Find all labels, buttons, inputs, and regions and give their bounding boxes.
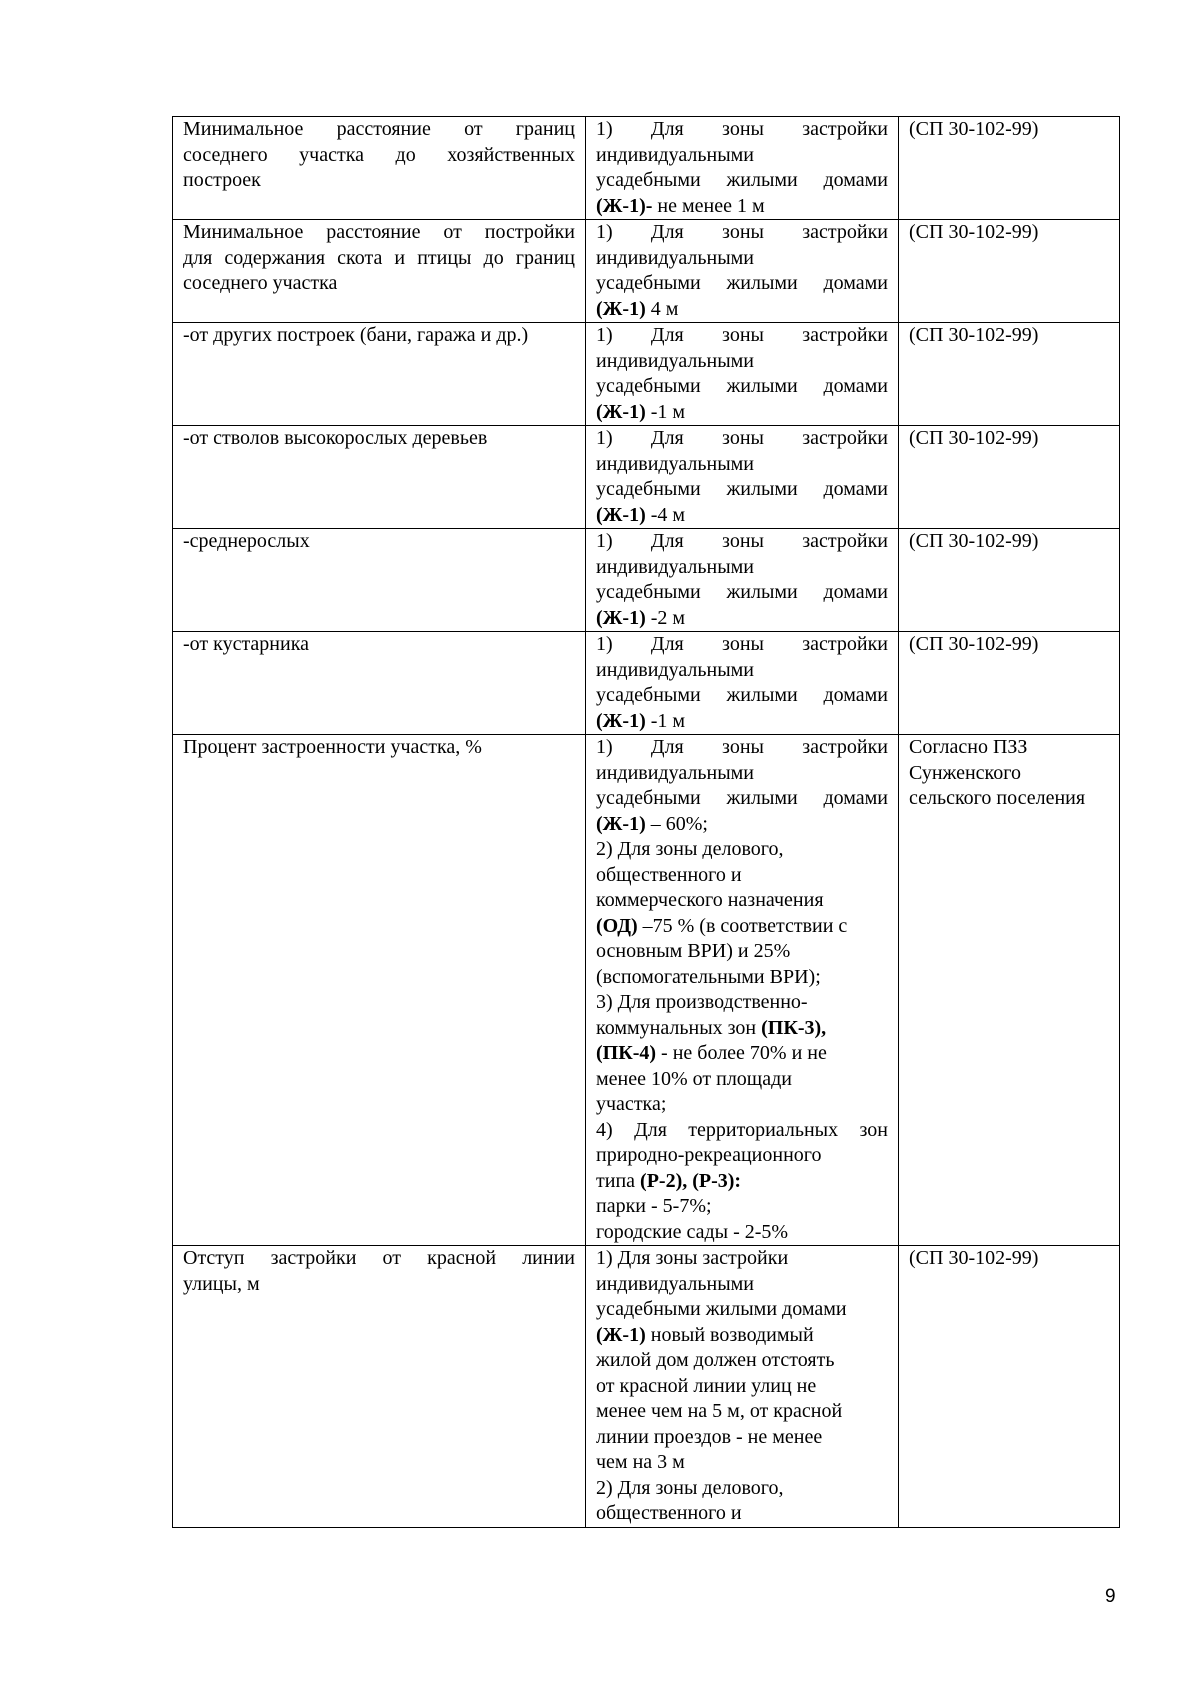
zone-text: усадебными жилыми домами (596, 169, 888, 191)
zone-requirement-cell (586, 323, 899, 426)
zone-requirement-line (596, 1194, 888, 1220)
parameter-cell (173, 117, 586, 220)
regulations-table (172, 116, 1120, 1528)
zone-code: (Р-2), (Р-3): (640, 1169, 742, 1192)
zone-requirement-line (596, 503, 888, 529)
zone-requirement-line (596, 194, 888, 220)
zone-requirement-line (596, 1501, 888, 1527)
source-text: (СП 30-102-99) (909, 530, 1039, 552)
zone-text: усадебными жилыми домами (596, 787, 888, 809)
zone-text: природно-рекреационного (596, 1144, 822, 1166)
zone-text: городские сады - 2-5% (596, 1220, 789, 1243)
zone-requirement-line (596, 1169, 888, 1195)
parameter-text: Минимальное расстояние от границ (183, 118, 575, 140)
zone-text: 1) Для зоны застройки (596, 633, 888, 655)
zone-text: –75 % (в соответствии с (637, 914, 848, 937)
source-cell (899, 735, 1120, 1246)
parameter-text: построек (183, 169, 261, 191)
zone-requirement-line (596, 863, 888, 889)
source-text: (СП 30-102-99) (909, 324, 1039, 346)
zone-requirement-line (596, 606, 888, 632)
zone-requirement-line (596, 452, 888, 478)
table-row (173, 632, 1120, 735)
zone-code: (Ж-1) (596, 1323, 646, 1346)
zone-requirement-line (596, 735, 888, 761)
table-row (173, 323, 1120, 426)
source-cell (899, 117, 1120, 220)
zone-requirement-line (596, 786, 888, 812)
zone-text: 1) Для зоны застройки (596, 221, 888, 243)
zone-code: (ПК-3), (761, 1016, 827, 1039)
zone-requirement-line (596, 349, 888, 375)
zone-requirement-cell (586, 632, 899, 735)
zone-text: жилой дом должен отстоять (596, 1349, 835, 1371)
page-number: 9 (1105, 1586, 1116, 1607)
zone-text: парки - 5-7%; (596, 1195, 712, 1217)
zone-requirement-line (596, 683, 888, 709)
zone-text: – 60%; (645, 812, 708, 835)
table-row (173, 529, 1120, 632)
zone-text: 2) Для зоны делового, (596, 1476, 784, 1499)
zone-text: усадебными жилыми домами (596, 375, 888, 397)
zone-requirement-cell (586, 117, 899, 220)
parameter-text: для содержания скота и птицы до границ (183, 246, 575, 269)
zone-text: менее 10% от площади (596, 1067, 792, 1090)
source-text: (СП 30-102-99) (909, 1247, 1039, 1269)
zone-requirement-line (596, 939, 888, 965)
zone-text: чем на 3 м (596, 1451, 685, 1473)
zone-requirement-cell (586, 426, 899, 529)
zone-requirement-line (596, 374, 888, 400)
zone-code: (Ж-1) (596, 709, 646, 732)
source-cell (899, 323, 1120, 426)
parameter-cell (173, 323, 586, 426)
zone-requirement-line (596, 1143, 888, 1169)
parameter-text: -от кустарника (183, 633, 310, 655)
zone-requirement-line (596, 888, 888, 914)
zone-requirement-line (596, 1272, 888, 1298)
source-cell (899, 220, 1120, 323)
zone-text: усадебными жилыми домами (596, 1298, 847, 1320)
zone-text: не менее 1 м (652, 194, 765, 217)
zone-requirement-line (596, 1476, 888, 1502)
zone-code: (Ж-1)- (596, 194, 653, 217)
zone-code: (Ж-1) (596, 297, 646, 320)
regulations-table-body (173, 117, 1120, 1528)
zone-requirement-line (596, 426, 888, 452)
zone-requirement-line (596, 1016, 888, 1042)
parameter-text: соседнего участка (183, 272, 338, 294)
zone-text: основным ВРИ) и 25% (596, 940, 791, 962)
zone-requirement-line (596, 1220, 888, 1246)
zone-text: общественного и (596, 1502, 742, 1524)
parameter-text: -от стволов высокорослых деревьев (183, 427, 488, 449)
zone-requirement-line (596, 1246, 888, 1272)
zone-requirement-line (596, 529, 888, 555)
zone-requirement-line (596, 143, 888, 169)
zone-text: 1) Для зоны застройки (596, 1247, 789, 1269)
parameter-cell (173, 735, 586, 1246)
zone-text: общественного и (596, 863, 742, 886)
zone-text: -4 м (645, 503, 686, 526)
zone-requirement-line (596, 1399, 888, 1425)
source-text: Согласно ПЗЗ (909, 736, 1028, 758)
source-text: сельского поселения (909, 787, 1086, 809)
parameter-cell (173, 1246, 586, 1528)
zone-requirement-line (596, 323, 888, 349)
zone-requirement-line (596, 709, 888, 735)
zone-text: коммерческого назначения (596, 889, 824, 911)
zone-requirement-line (596, 812, 888, 838)
source-cell (899, 632, 1120, 735)
parameter-text: улицы, м (183, 1272, 260, 1295)
zone-text: усадебными жилыми домами (596, 684, 888, 706)
zone-requirement-cell (586, 735, 899, 1246)
zone-text: индивидуальными (596, 555, 754, 578)
zone-text: индивидуальными (596, 349, 754, 372)
zone-requirement-line (596, 1092, 888, 1118)
source-text: (СП 30-102-99) (909, 221, 1039, 243)
zone-text: (вспомогательными ВРИ); (596, 965, 821, 988)
zone-text: индивидуальными (596, 452, 754, 475)
zone-code: (Ж-1) (596, 400, 646, 423)
zone-requirement-cell (586, 1246, 899, 1528)
zone-requirement-line (596, 117, 888, 143)
zone-requirement-line (596, 1374, 888, 1400)
zone-text: 4 м (645, 297, 679, 320)
zone-text: коммунальных зон (596, 1016, 762, 1039)
zone-requirement-line (596, 914, 888, 940)
zone-text: - не более 70% и не (656, 1042, 827, 1064)
source-text: Сунженского (909, 761, 1021, 784)
zone-text: 1) Для зоны застройки (596, 427, 888, 449)
zone-code: (ОД) (596, 914, 638, 937)
zone-requirement-cell (586, 220, 899, 323)
zone-text: -2 м (645, 606, 686, 629)
zone-text: усадебными жилыми домами (596, 478, 888, 500)
zone-text: от красной линии улиц не (596, 1374, 817, 1397)
table-row (173, 117, 1120, 220)
zone-requirement-line (596, 658, 888, 684)
zone-requirement-line (596, 1067, 888, 1093)
zone-code: (ПК-4) (596, 1042, 657, 1064)
parameter-text: -среднерослых (183, 530, 310, 552)
zone-requirement-line (596, 246, 888, 272)
zone-requirement-line (596, 1348, 888, 1374)
table-row (173, 735, 1120, 1246)
table-row (173, 1246, 1120, 1528)
parameter-text: соседнего участка до хозяйственных (183, 143, 575, 166)
zone-requirement-line (596, 1425, 888, 1451)
zone-text: 1) Для зоны застройки (596, 530, 888, 552)
zone-text: участка; (596, 1093, 667, 1115)
zone-text: -1 м (645, 709, 686, 732)
zone-text: новый возводимый (645, 1323, 814, 1346)
zone-text: индивидуальными (596, 658, 754, 681)
zone-requirement-line (596, 837, 888, 863)
zone-requirement-line (596, 220, 888, 246)
parameter-cell (173, 529, 586, 632)
zone-text: типа (596, 1169, 641, 1192)
zone-text: индивидуальными (596, 143, 754, 166)
zone-requirement-line (596, 990, 888, 1016)
zone-requirement-line (596, 1323, 888, 1349)
zone-text: усадебными жилыми домами (596, 272, 888, 294)
zone-text: индивидуальными (596, 246, 754, 269)
parameter-text: Отступ застройки от красной линии (183, 1247, 575, 1269)
zone-text: 4) Для территориальных зон (596, 1118, 888, 1141)
source-cell (899, 426, 1120, 529)
zone-requirement-line (596, 297, 888, 323)
zone-requirement-line (596, 632, 888, 658)
zone-code: (Ж-1) (596, 812, 646, 835)
zone-requirement-line (596, 761, 888, 787)
zone-requirement-line (596, 1450, 888, 1476)
parameter-text: Процент застроенности участка, % (183, 736, 482, 758)
zone-text: 3) Для производственно- (596, 991, 808, 1013)
zone-text: линии проездов - не менее (596, 1425, 823, 1448)
zone-text: менее чем на 5 м, от красной (596, 1400, 843, 1422)
zone-text: индивидуальными (596, 761, 754, 784)
zone-text: индивидуальными (596, 1272, 754, 1295)
zone-text: 1) Для зоны застройки (596, 118, 888, 140)
zone-text: усадебными жилыми домами (596, 581, 888, 603)
source-text: (СП 30-102-99) (909, 118, 1039, 140)
zone-requirement-line (596, 1118, 888, 1144)
table-row (173, 220, 1120, 323)
zone-code: (Ж-1) (596, 606, 646, 629)
zone-requirement-line (596, 1041, 888, 1067)
zone-requirement-line (596, 580, 888, 606)
zone-requirement-line (596, 1297, 888, 1323)
table-row (173, 426, 1120, 529)
zone-text: 1) Для зоны застройки (596, 324, 888, 346)
source-text: (СП 30-102-99) (909, 633, 1039, 655)
zone-requirement-line (596, 168, 888, 194)
zone-requirement-line (596, 271, 888, 297)
parameter-cell (173, 426, 586, 529)
zone-text: 2) Для зоны делового, (596, 838, 784, 860)
parameter-cell (173, 632, 586, 735)
zone-text: -1 м (645, 400, 686, 423)
parameter-text: -от других построек (бани, гаража и др.) (183, 324, 529, 346)
zone-requirement-line (596, 555, 888, 581)
source-cell (899, 1246, 1120, 1528)
source-text: (СП 30-102-99) (909, 427, 1039, 449)
parameter-cell (173, 220, 586, 323)
zone-requirement-line (596, 965, 888, 991)
zone-code: (Ж-1) (596, 503, 646, 526)
source-cell (899, 529, 1120, 632)
zone-requirement-cell (586, 529, 899, 632)
zone-requirement-line (596, 400, 888, 426)
parameter-text: Минимальное расстояние от постройки (183, 221, 575, 243)
zone-text: 1) Для зоны застройки (596, 736, 888, 758)
zone-requirement-line (596, 477, 888, 503)
